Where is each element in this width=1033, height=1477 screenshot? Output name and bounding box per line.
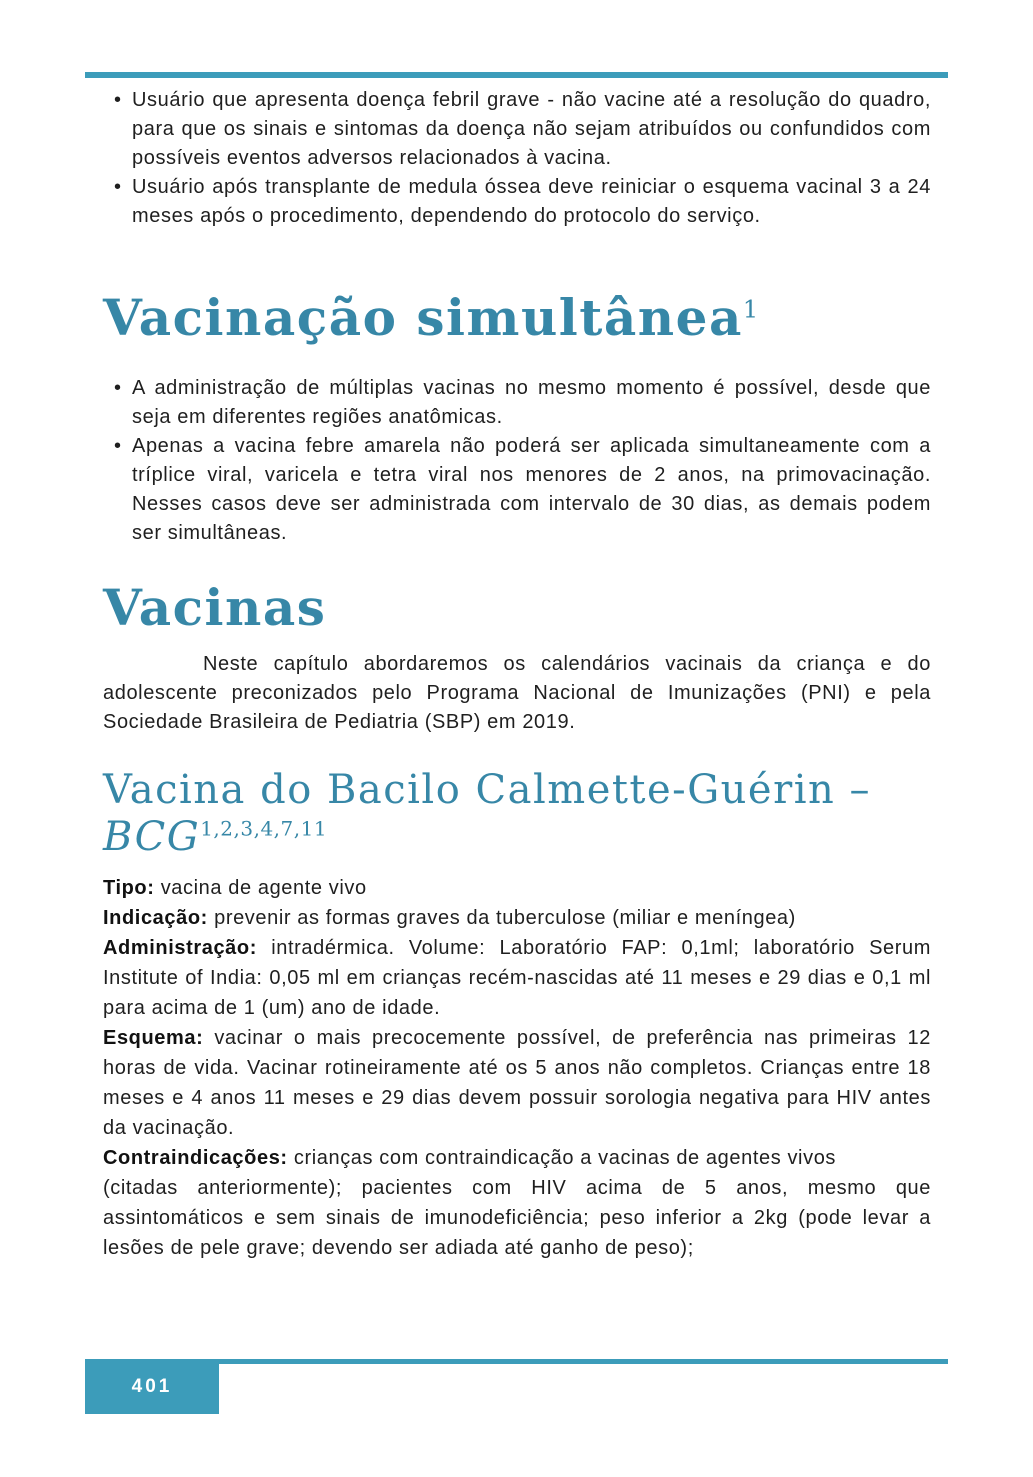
field-label: Administração: bbox=[103, 937, 257, 960]
field-text-continued: (citadas anteriormente); pacientes com HIV acima de 5 anos, mesmo que assintomáticos e sem sinais de imunodeficiência; peso inferior a 2kg (pode levar a lesões de pele grave; devendo ser adiada até ganho de peso); bbox=[103, 1177, 931, 1260]
section-title-vacinacao-simultanea bbox=[103, 289, 931, 347]
simultaneous-bullet-list bbox=[103, 374, 931, 548]
list-item: • A administração de múltiplas vacinas no mesmo momento é possível, desde que seja em diferentes regiões anatômicas. bbox=[103, 374, 931, 432]
page-content bbox=[103, 86, 931, 1263]
field-indicacao bbox=[103, 903, 931, 933]
list-item: • Usuário que apresenta doença febril grave - não vacine até a resolução do quadro, para que os sinais e sintomas da doença não sejam atribuídos ou confundidos com possíveis eventos adversos relacionados à vacina. bbox=[103, 86, 931, 173]
section-title-vacinas: Vacinas bbox=[103, 577, 327, 637]
page-number: 401 bbox=[131, 1375, 173, 1397]
vaccine-info-fields bbox=[103, 873, 931, 1263]
field-label: Tipo: bbox=[103, 877, 155, 900]
title-superscript-reference: 1 bbox=[742, 295, 759, 324]
field-text: crianças com contraindicação a vacinas de agentes vivos bbox=[293, 1147, 837, 1170]
top-divider-bar bbox=[85, 72, 948, 78]
list-item: • Apenas a vacina febre amarela não poderá ser aplicada simultaneamente com a tríplice viral, varicela e tetra viral nos menores de 2 anos, na primovacinação. Nesses casos deve ser administrada com intervalo de 30 dias, as demais podem ser simultâneas. bbox=[103, 432, 931, 548]
field-administracao bbox=[103, 933, 931, 1023]
precautions-bullet-list bbox=[103, 86, 931, 231]
bcg-title-line1: Vacina do Bacilo Calmette-Guérin – bbox=[103, 767, 871, 813]
field-esquema bbox=[103, 1023, 931, 1143]
subsection-title-bcg bbox=[103, 767, 931, 861]
section-title-text: Vacinação simultânea bbox=[103, 288, 743, 347]
list-item: • Usuário após transplante de medula óssea deve reiniciar o esquema vacinal 3 a 24 meses após o procedimento, dependendo do protocolo do serviço. bbox=[103, 173, 931, 231]
field-text: vacinar o mais precocemente possível, de preferência nas primeiras 12 horas de vida. Vacinar rotineiramente até os 5 anos não completos. Crianças entre 18 meses e 4 anos 11 meses e 29 dias devem possuir sorologia negativa para HIV antes da vacinação. bbox=[103, 1027, 931, 1140]
field-contraindicacoes bbox=[103, 1143, 931, 1263]
field-text: intradérmica. Volume: Laboratório FAP: 0,1ml; laboratório Serum Institute of India: 0,05 ml em crianças recém-nascidas até 11 meses e 29 dias e 0,1 ml para acima de 1 (um) ano de idade. bbox=[103, 937, 931, 1020]
title-superscript-references: 1,2,3,4,7,11 bbox=[200, 816, 328, 841]
field-text: vacina de agente vivo bbox=[160, 877, 367, 900]
field-text: prevenir as formas graves da tuberculose (miliar e meníngea) bbox=[214, 907, 796, 930]
bcg-acronym: BCG bbox=[103, 814, 201, 861]
intro-paragraph: Neste capítulo abordaremos os calendários vacinais da criança e do adolescente preconizados pelo Programa Nacional de Imunizações (PNI) e pela Sociedade Brasileira de Pediatria (SBP) em 2019. bbox=[103, 653, 931, 733]
field-label: Contraindicações: bbox=[103, 1147, 288, 1170]
page-number-box bbox=[85, 1359, 219, 1414]
field-label: Esquema: bbox=[103, 1027, 204, 1050]
field-tipo bbox=[103, 873, 931, 903]
field-label: Indicação: bbox=[103, 907, 208, 930]
